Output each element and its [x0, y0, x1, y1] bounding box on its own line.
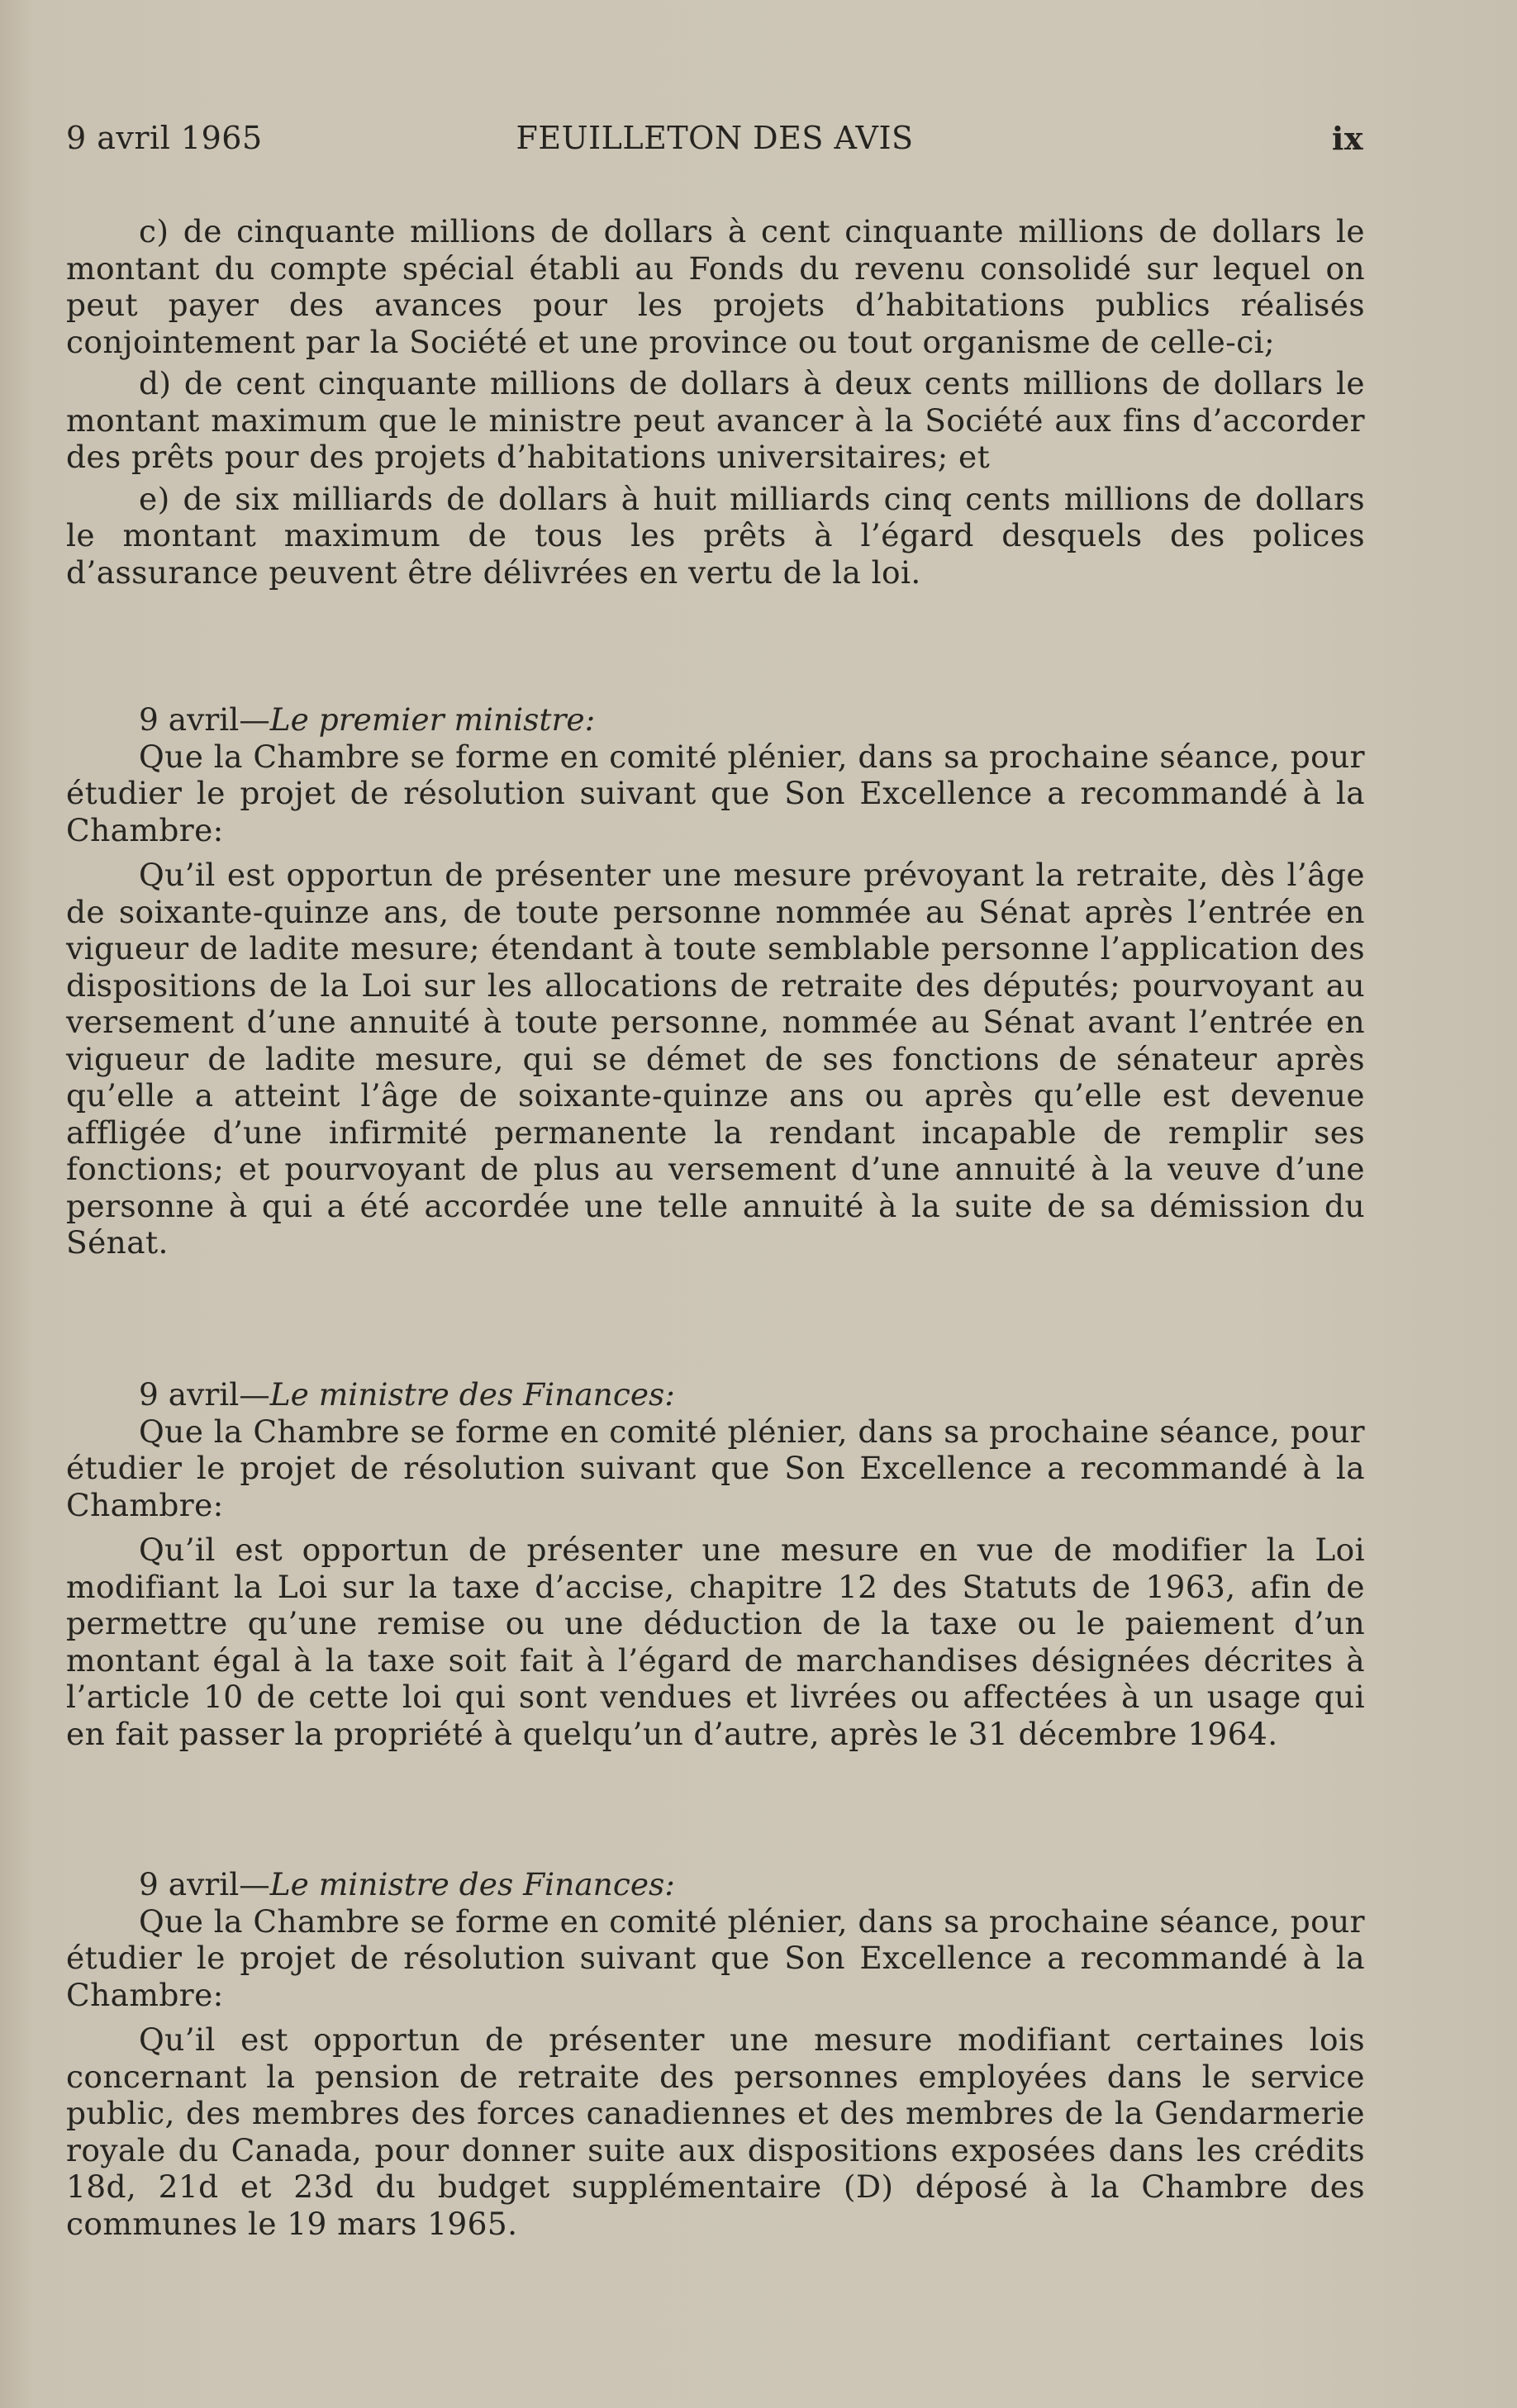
notice-motion: Que la Chambre se forme en comité plénier, dans sa prochaine séance, pour étudier le projet de résolution suivant que Son Excellence a recommandé à la Chambre:	[66, 738, 1365, 848]
paragraph-c: c) de cinquante millions de dollars à cent cinquante millions de dollars le montant du compte spécial établi au Fonds du revenu consolidé sur lequel on peut payer des avances pour les projets d’habitations publics réalisés conjointement par la Société et une province ou tout organisme de celle-ci;	[66, 213, 1365, 360]
notice-date: 9 avril—	[139, 1866, 270, 1902]
notice-heading	[66, 1866, 1365, 1903]
notice-minister: Le ministre des Finances:	[269, 1376, 675, 1413]
notice-motion: Que la Chambre se forme en comité plénier, dans sa prochaine séance, pour étudier le projet de résolution suivant que Son Excellence a recommandé à la Chambre:	[66, 1413, 1365, 1523]
notice-date: 9 avril—	[139, 1376, 270, 1413]
intro-section	[66, 213, 1365, 591]
notice-2	[66, 1376, 1365, 1752]
page-header	[66, 120, 1363, 161]
notice-resolution: Qu’il est opportun de présenter une mesure modifiant certaines lois concernant la pension de retraite des personnes employées dans le service public, des membres des forces canadiennes et des membres de la Gendarmerie royale du Canada, pour donner suite aux dispositions exposées dans les crédits 18d, 21d et 23d du budget supplémentaire (D) déposé à la Chambre des communes le 19 mars 1965.	[66, 2021, 1365, 2242]
notice-heading	[66, 1376, 1365, 1413]
header-date: 9 avril 1965	[66, 120, 263, 156]
page-number: ix	[1331, 120, 1363, 157]
notice-motion: Que la Chambre se forme en comité plénier, dans sa prochaine séance, pour étudier le projet de résolution suivant que Son Excellence a recommandé à la Chambre:	[66, 1902, 1365, 2013]
notice-1	[66, 701, 1365, 1261]
notice-resolution: Qu’il est opportun de présenter une mesure en vue de modifier la Loi modifiant la Loi sur la taxe d’accise, chapitre 12 des Statuts de 1963, afin de permettre qu’une remise ou une déduction de la taxe ou le paiement d’un montant égal à la taxe soit fait à l’égard de marchandises désignées décrites à l’article 10 de cette loi qui sont vendues et livrées ou affectées à un usage qui en fait passer la propriété à quelqu’un d’autre, après le 31 décembre 1964.	[66, 1532, 1365, 1752]
notice-date: 9 avril—	[139, 701, 270, 738]
notice-heading	[66, 701, 1365, 739]
notice-resolution: Qu’il est opportun de présenter une mesure prévoyant la retraite, dès l’âge de soixante-quinze ans, de toute personne nommée au Sénat après l’entrée en vigueur de ladite mesure; étendant à toute semblable personne l’application des dispositions de la Loi sur les allocations de retraite des députés; pourvoyant au versement d’une annuité à toute personne, nommée au Sénat avant l’entrée en vigueur de ladite mesure, qui se démet de ses fonctions de sénateur après qu’elle a atteint l’âge de soixante-quinze ans ou après qu’elle est devenue affligée d’une infirmité permanente la rendant incapable de remplir ses fonctions; et pourvoyant de plus au versement d’une annuité à la veuve d’une personne à qui a été accordée une telle annuité à la suite de sa démission du Sénat.	[66, 857, 1365, 1261]
paragraph-e: e) de six milliards de dollars à huit milliards cinq cents millions de dollars le montant maximum de tous les prêts à l’égard desquels des polices d’assurance peuvent être délivrées en vertu de la loi.	[66, 480, 1365, 591]
notice-3	[66, 1866, 1365, 2242]
notice-minister: Le ministre des Finances:	[269, 1866, 675, 1902]
header-title: FEUILLETON DES AVIS	[516, 120, 914, 156]
paragraph-d: d) de cent cinquante millions de dollars à deux cents millions de dollars le montant maximum que le ministre peut avancer à la Société aux fins d’accorder des prêts pour des projets d’habitations universitaires; et	[66, 365, 1365, 475]
notice-minister: Le premier ministre:	[269, 701, 596, 738]
